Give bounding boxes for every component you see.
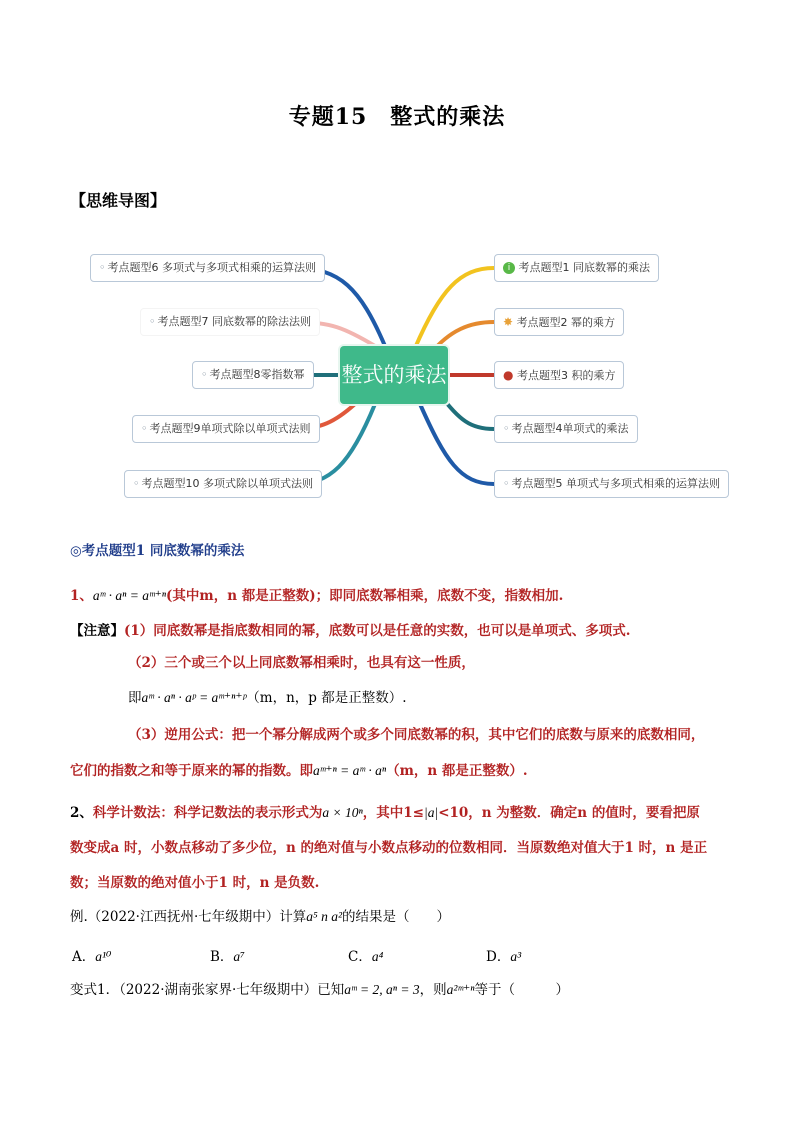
- mindmap-heading: 【思维导图】: [70, 191, 167, 210]
- node-label: 考点题型1 同底数幂的乘法: [518, 261, 650, 274]
- mindmap-node-2: [494, 308, 624, 336]
- rule-1-text: (其中m，n 都是正整数)；即同底数幂相乘，底数不变，指数相加.: [166, 588, 564, 604]
- choice-value: a⁷: [233, 949, 245, 964]
- rule-2-text1: 科学记数法的表示形式为: [173, 805, 323, 821]
- note-2-formula-math: aᵐ · aⁿ · aᵖ = aᵐ⁺ⁿ⁺ᵖ: [141, 690, 247, 705]
- mindmap-node-4: [494, 415, 638, 443]
- bullet-icon: ◦: [149, 315, 156, 328]
- note-label: 【注意】: [70, 623, 124, 639]
- rule-1-formula: aᵐ · aⁿ = aᵐ⁺ⁿ: [92, 588, 167, 603]
- note-1-text: (1）同底数幂是指底数相同的幂，底数可以是任意的实数，也可以是单项式、多项式.: [124, 623, 631, 639]
- note-2-suffix: （m，n，p 都是正整数）.: [246, 690, 407, 706]
- bullet-icon: ◦: [141, 422, 148, 435]
- note-3-suffix: （m，n 都是正整数）.: [386, 763, 528, 779]
- rule-1: [70, 586, 730, 606]
- mindmap-node-8: [192, 361, 314, 389]
- note-1: [70, 621, 730, 641]
- choice-value: a³: [510, 949, 522, 964]
- choice-letter: D．: [486, 949, 511, 965]
- note-2: （2）三个或三个以上同底数幂相乘时，也具有这一性质，: [128, 655, 475, 671]
- node-label: 考点题型3 积的乘方: [516, 369, 616, 382]
- note-2-formula: [128, 688, 728, 708]
- example-source: （2022·江西抚州·七年级期中）计算: [87, 909, 307, 925]
- rule-2-formula1: a × 10ⁿ: [322, 805, 363, 820]
- page-title: 专题15 整式的乘法: [288, 104, 506, 130]
- mindmap-node-6: [90, 254, 325, 282]
- variant-source: （2022·湖南张家界·七年级期中）已知: [119, 982, 345, 998]
- mindmap-center: 整式的乘法: [340, 346, 448, 404]
- node-label: 考点题型4单项式的乘法: [511, 422, 629, 435]
- choice-letter: B．: [210, 949, 234, 965]
- rule-2-formula2: |a|: [424, 805, 439, 820]
- rule-2: [70, 803, 730, 823]
- connector-right-4: [440, 395, 494, 429]
- choice-letter: A．: [72, 949, 96, 965]
- note-3-formula: aᵐ⁺ⁿ = aᵐ · aⁿ: [313, 763, 387, 778]
- connector-right-1: [415, 268, 494, 348]
- mindmap-node-7: [140, 308, 320, 336]
- rule-2-text3: <10，n 为整数．确定n 的值时，要看把原: [438, 805, 700, 821]
- example-tail: 的结果是（ ）: [342, 909, 450, 925]
- bullet-icon: ◦: [133, 477, 140, 490]
- mindmap-node-1: [494, 254, 659, 282]
- example-question: [70, 907, 730, 927]
- example-expression: a⁵ n a²: [306, 909, 342, 924]
- mindmap-node-9: [132, 415, 320, 443]
- rule-2-number: 2、: [70, 805, 93, 821]
- bullet-icon: ◦: [99, 261, 106, 274]
- choice-c[interactable]: [348, 945, 383, 965]
- mindmap-node-3: [494, 361, 624, 389]
- bullet-icon: ◦: [503, 422, 510, 435]
- note-3-cont-prefix: 它们的指数之和等于原来的幂的指数。即: [70, 763, 313, 779]
- example-label: 例.: [70, 909, 88, 925]
- section-heading: ◎考点题型1 同底数幂的乘法: [70, 543, 245, 559]
- choice-a[interactable]: [72, 945, 111, 965]
- person-icon: ●: [503, 368, 514, 382]
- node-label: 考点题型7 同底数幂的除法法则: [157, 315, 311, 328]
- node-label: 考点题型8零指数幂: [209, 368, 305, 381]
- choice-value: a¹⁰: [95, 949, 112, 964]
- variant-target: a²ᵐ⁺ⁿ: [446, 982, 475, 997]
- note-3: （3）逆用公式：把一个幂分解成两个或多个同底数幂的积，其中它们的底数与原来的底数相同，: [128, 727, 705, 743]
- node-label: 考点题型9单项式除以单项式法则: [149, 422, 311, 435]
- variant-expression: aᵐ = 2, aⁿ = 3: [344, 982, 420, 997]
- choice-value: a⁴: [371, 949, 384, 964]
- choice-letter: C．: [348, 949, 372, 965]
- choice-d[interactable]: [486, 945, 521, 965]
- bullet-icon: ◦: [503, 477, 510, 490]
- rule-2-text2: ，其中1≤: [362, 805, 424, 821]
- node-label: 考点题型10 多项式除以单项式法则: [141, 477, 313, 490]
- mindmap: [0, 230, 794, 520]
- info-icon: i: [503, 262, 515, 274]
- mindmap-node-10: [124, 470, 322, 498]
- note-2-prefix: 即: [128, 690, 142, 706]
- variant-label: 变式1．: [70, 982, 120, 998]
- bullet-icon: ◦: [201, 368, 208, 381]
- node-label: 考点题型2 幂的乘方: [516, 316, 616, 329]
- node-label: 考点题型6 多项式与多项式相乘的运算法则: [107, 261, 316, 274]
- gear-icon: ✸: [503, 315, 514, 329]
- note-3-cont: [70, 761, 730, 781]
- mindmap-node-5: [494, 470, 729, 498]
- variant-tail: 等于（ ）: [474, 982, 569, 998]
- variant-question: [70, 980, 730, 1000]
- rule-2-line-2: 数变成a 时，小数点移动了多少位，n 的绝对值与小数点移动的位数相同．当原数绝对值大于1 时，n 是正: [70, 840, 708, 856]
- node-label: 考点题型5 单项式与多项式相乘的运算法则: [511, 477, 720, 490]
- rule-2-lead: 科学计数法：: [92, 805, 174, 821]
- rule-1-number: 1、: [70, 588, 93, 604]
- choice-b[interactable]: [210, 945, 245, 965]
- rule-2-line-3: 数；当原数的绝对值小于1 时，n 是负数.: [70, 875, 320, 891]
- variant-mid: ，则: [419, 982, 447, 998]
